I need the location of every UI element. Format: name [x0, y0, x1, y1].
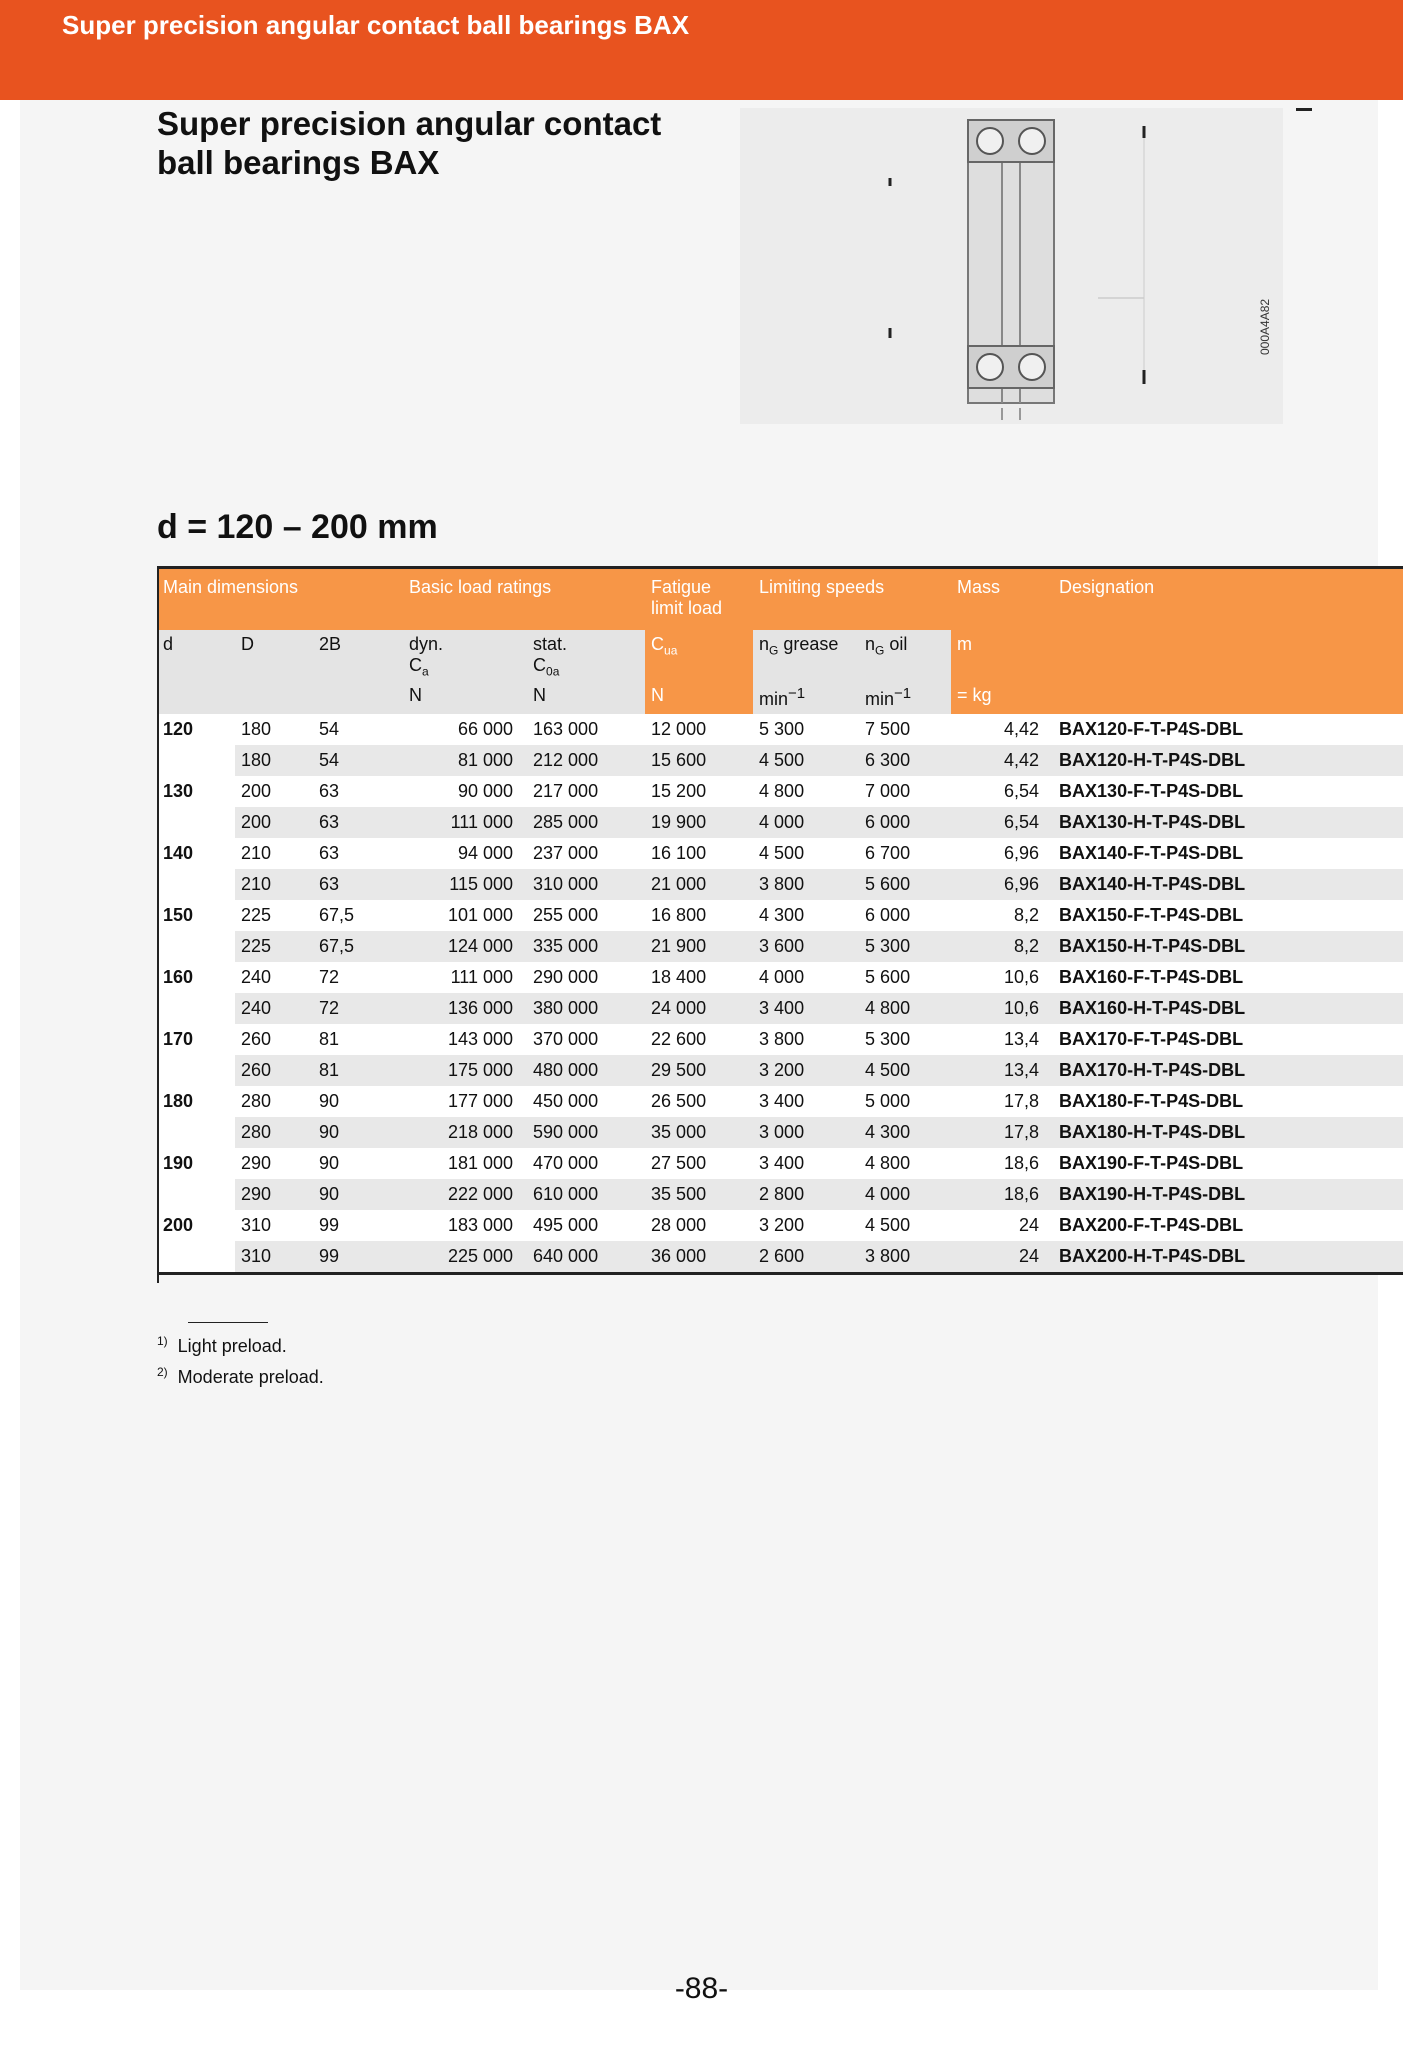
cell-b2: 54 [313, 745, 403, 776]
cell-oil: 5 300 [859, 1024, 951, 1055]
cell-grease: 4 300 [753, 900, 859, 931]
footnote-2-text: Moderate preload. [177, 1367, 324, 1387]
cell-ca: 111 000 [403, 807, 527, 838]
cell-d [157, 931, 235, 962]
footnote-1 [157, 1334, 287, 1357]
cell-des: BAX160-F-T-P4S-DBL [1053, 962, 1403, 993]
cell-des: BAX140-H-T-P4S-DBL [1053, 869, 1403, 900]
cell-d: 130 [157, 776, 235, 807]
table-row [157, 745, 1403, 776]
cell-m: 24 [951, 1241, 1053, 1274]
cell-oil: 4 300 [859, 1117, 951, 1148]
cell-grease: 3 800 [753, 869, 859, 900]
cell-ca: 175 000 [403, 1055, 527, 1086]
cell-ca: 81 000 [403, 745, 527, 776]
cell-b2: 99 [313, 1241, 403, 1274]
footnote-1-mark: 1) [157, 1334, 168, 1348]
cell-d [157, 1055, 235, 1086]
cell-b2: 72 [313, 993, 403, 1024]
cell-des: BAX150-H-T-P4S-DBL [1053, 931, 1403, 962]
banner-title: Super precision angular contact ball bearings BAX [62, 10, 690, 40]
cell-m: 13,4 [951, 1055, 1053, 1086]
unit-d [157, 683, 235, 714]
cell-m: 6,54 [951, 807, 1053, 838]
cell-b2: 72 [313, 962, 403, 993]
table-row [157, 1210, 1403, 1241]
cell-oil: 7 500 [859, 714, 951, 745]
col-ng-oil [859, 630, 951, 683]
unit-ca: N [403, 683, 527, 714]
unit-c0a: N [527, 683, 645, 714]
cell-c0a: 480 000 [527, 1055, 645, 1086]
cell-b2: 63 [313, 807, 403, 838]
group-limiting-speeds: Limiting speeds [753, 568, 951, 631]
col-2B: 2B [313, 630, 403, 683]
col-ng-oil-tail: oil [884, 634, 908, 654]
cell-oil: 6 300 [859, 745, 951, 776]
cell-d: 150 [157, 900, 235, 931]
cell-m: 8,2 [951, 900, 1053, 931]
cell-d: 190 [157, 1148, 235, 1179]
table-row [157, 714, 1403, 745]
cell-ca: 94 000 [403, 838, 527, 869]
cell-c0a: 310 000 [527, 869, 645, 900]
cell-c0a: 495 000 [527, 1210, 645, 1241]
cell-des: BAX140-F-T-P4S-DBL [1053, 838, 1403, 869]
cell-D: 210 [235, 869, 313, 900]
cell-D: 240 [235, 993, 313, 1024]
top-banner [0, 0, 1403, 100]
cell-ca: 101 000 [403, 900, 527, 931]
cell-D: 280 [235, 1117, 313, 1148]
cell-d: 120 [157, 714, 235, 745]
table-row [157, 838, 1403, 869]
col-ng-grease [753, 630, 859, 683]
cell-des: BAX160-H-T-P4S-DBL [1053, 993, 1403, 1024]
cell-oil: 3 800 [859, 1241, 951, 1274]
cell-des: BAX170-H-T-P4S-DBL [1053, 1055, 1403, 1086]
cell-m: 24 [951, 1210, 1053, 1241]
cell-ca: 177 000 [403, 1086, 527, 1117]
cell-ca: 124 000 [403, 931, 527, 962]
cell-cua: 28 000 [645, 1210, 753, 1241]
table-row [157, 1148, 1403, 1179]
cell-d [157, 745, 235, 776]
table-group-header [157, 568, 1403, 631]
cell-d [157, 993, 235, 1024]
cell-ca: 181 000 [403, 1148, 527, 1179]
cell-cua: 15 200 [645, 776, 753, 807]
cell-ca: 183 000 [403, 1210, 527, 1241]
cell-b2: 63 [313, 776, 403, 807]
footnote-2-mark: 2) [157, 1365, 168, 1379]
col-mass: m [951, 630, 1053, 683]
col-ca-symbol: C [409, 655, 423, 675]
cell-m: 6,54 [951, 776, 1053, 807]
bearing-table [157, 566, 1403, 1275]
cell-des: BAX150-F-T-P4S-DBL [1053, 900, 1403, 931]
cell-grease: 3 400 [753, 1148, 859, 1179]
cell-d: 160 [157, 962, 235, 993]
cell-oil: 6 000 [859, 807, 951, 838]
cell-c0a: 380 000 [527, 993, 645, 1024]
col-D: D [235, 630, 313, 683]
cell-des: BAX180-H-T-P4S-DBL [1053, 1117, 1403, 1148]
cell-grease: 4 000 [753, 807, 859, 838]
col-cua-symbol: C [651, 634, 665, 654]
cell-b2: 90 [313, 1148, 403, 1179]
cell-des: BAX180-F-T-P4S-DBL [1053, 1086, 1403, 1117]
cell-oil: 4 500 [859, 1210, 951, 1241]
group-mass: Mass [951, 568, 1053, 631]
cell-c0a: 237 000 [527, 838, 645, 869]
cell-b2: 90 [313, 1179, 403, 1210]
cell-m: 6,96 [951, 869, 1053, 900]
cell-d [157, 1179, 235, 1210]
cell-cua: 35 500 [645, 1179, 753, 1210]
bore-range-heading: d = 120 – 200 mm [157, 508, 438, 546]
cell-oil: 5 600 [859, 962, 951, 993]
unit-2B [313, 683, 403, 714]
cell-cua: 29 500 [645, 1055, 753, 1086]
cell-b2: 99 [313, 1210, 403, 1241]
table-left-border [157, 566, 159, 1283]
col-ca-sub: a [422, 664, 429, 679]
cell-cua: 12 000 [645, 714, 753, 745]
cell-oil: 6 000 [859, 900, 951, 931]
cell-m: 18,6 [951, 1179, 1053, 1210]
cell-oil: 7 000 [859, 776, 951, 807]
cell-m: 8,2 [951, 931, 1053, 962]
cell-grease: 4 800 [753, 776, 859, 807]
unit-mass: = kg [951, 683, 1053, 714]
cell-b2: 67,5 [313, 931, 403, 962]
cell-grease: 4 500 [753, 745, 859, 776]
unit-cua: N [645, 683, 753, 714]
cell-oil: 6 700 [859, 838, 951, 869]
cell-des: BAX120-H-T-P4S-DBL [1053, 745, 1403, 776]
table-row [157, 1086, 1403, 1117]
cell-D: 290 [235, 1179, 313, 1210]
cell-d: 180 [157, 1086, 235, 1117]
cell-c0a: 335 000 [527, 931, 645, 962]
table-row [157, 1179, 1403, 1210]
cell-cua: 16 800 [645, 900, 753, 931]
cell-m: 18,6 [951, 1148, 1053, 1179]
cell-D: 200 [235, 776, 313, 807]
cell-cua: 18 400 [645, 962, 753, 993]
table-row [157, 1241, 1403, 1274]
cell-c0a: 640 000 [527, 1241, 645, 1274]
cell-grease: 3 400 [753, 993, 859, 1024]
bearing-drawing [740, 108, 1283, 424]
cell-cua: 21 900 [645, 931, 753, 962]
col-ng-grease-tail: grease [778, 634, 839, 654]
cell-cua: 22 600 [645, 1024, 753, 1055]
table-row [157, 1117, 1403, 1148]
col-cua-sub: ua [664, 643, 678, 658]
cell-c0a: 590 000 [527, 1117, 645, 1148]
cell-cua: 26 500 [645, 1086, 753, 1117]
cell-oil: 4 500 [859, 1055, 951, 1086]
table-row [157, 993, 1403, 1024]
col-d: d [157, 630, 235, 683]
cell-grease: 3 000 [753, 1117, 859, 1148]
col-c0a-label: stat. [533, 634, 568, 654]
cell-ca: 115 000 [403, 869, 527, 900]
cell-D: 180 [235, 745, 313, 776]
col-cua [645, 630, 753, 683]
cell-m: 17,8 [951, 1086, 1053, 1117]
cell-cua: 27 500 [645, 1148, 753, 1179]
cell-d [157, 1241, 235, 1274]
cell-c0a: 285 000 [527, 807, 645, 838]
unit-designation [1053, 683, 1403, 714]
cell-cua: 19 900 [645, 807, 753, 838]
table-row [157, 900, 1403, 931]
cell-d: 170 [157, 1024, 235, 1055]
cell-grease: 5 300 [753, 714, 859, 745]
cell-b2: 67,5 [313, 900, 403, 931]
cell-d [157, 869, 235, 900]
table-row [157, 776, 1403, 807]
unit-grease [753, 683, 859, 714]
cell-c0a: 450 000 [527, 1086, 645, 1117]
group-main-dimensions: Main dimensions [157, 568, 403, 631]
cell-d [157, 807, 235, 838]
cell-c0a: 370 000 [527, 1024, 645, 1055]
cell-grease: 2 600 [753, 1241, 859, 1274]
col-ng-grease-symbol: n [759, 634, 770, 654]
cell-grease: 3 800 [753, 1024, 859, 1055]
cell-D: 310 [235, 1210, 313, 1241]
group-basic-load-ratings: Basic load ratings [403, 568, 645, 631]
cell-grease: 2 800 [753, 1179, 859, 1210]
table-body [157, 714, 1403, 1274]
cell-b2: 90 [313, 1117, 403, 1148]
cell-D: 240 [235, 962, 313, 993]
cell-D: 260 [235, 1024, 313, 1055]
col-c0a [527, 630, 645, 683]
cell-oil: 5 000 [859, 1086, 951, 1117]
group-fatigue-limit-load [645, 568, 753, 631]
cell-D: 200 [235, 807, 313, 838]
cell-m: 6,96 [951, 838, 1053, 869]
unit-oil-base: min [865, 689, 895, 709]
cell-b2: 63 [313, 869, 403, 900]
cell-D: 290 [235, 1148, 313, 1179]
unit-D [235, 683, 313, 714]
col-c0a-sub: 0a [546, 664, 560, 679]
cell-m: 13,4 [951, 1024, 1053, 1055]
cell-m: 10,6 [951, 993, 1053, 1024]
unit-oil [859, 683, 951, 714]
table-row [157, 962, 1403, 993]
cell-des: BAX200-H-T-P4S-DBL [1053, 1241, 1403, 1274]
cell-m: 10,6 [951, 962, 1053, 993]
cell-des: BAX190-H-T-P4S-DBL [1053, 1179, 1403, 1210]
cell-D: 280 [235, 1086, 313, 1117]
table-row [157, 869, 1403, 900]
cell-c0a: 290 000 [527, 962, 645, 993]
cell-D: 225 [235, 900, 313, 931]
cell-d: 140 [157, 838, 235, 869]
table-row [157, 1024, 1403, 1055]
col-ca [403, 630, 527, 683]
figure-code: 000A4A82 [1258, 298, 1272, 355]
cell-cua: 21 000 [645, 869, 753, 900]
col-ca-label: dyn. [409, 634, 444, 654]
cell-ca: 136 000 [403, 993, 527, 1024]
cell-m: 4,42 [951, 745, 1053, 776]
cell-c0a: 610 000 [527, 1179, 645, 1210]
cell-grease: 3 200 [753, 1055, 859, 1086]
page-title-line-2: ball bearings BAX [157, 144, 440, 181]
cell-d [157, 1117, 235, 1148]
table-row [157, 1055, 1403, 1086]
col-designation-blank [1053, 630, 1403, 683]
cell-c0a: 470 000 [527, 1148, 645, 1179]
cell-cua: 35 000 [645, 1117, 753, 1148]
group-fatigue-line-2: limit load [651, 598, 723, 618]
cell-ca: 66 000 [403, 714, 527, 745]
cell-oil: 4 000 [859, 1179, 951, 1210]
cell-d: 200 [157, 1210, 235, 1241]
cell-m: 4,42 [951, 714, 1053, 745]
cell-c0a: 163 000 [527, 714, 645, 745]
cell-c0a: 255 000 [527, 900, 645, 931]
cell-D: 180 [235, 714, 313, 745]
footnote-separator [188, 1322, 268, 1323]
cell-ca: 111 000 [403, 962, 527, 993]
cell-oil: 5 300 [859, 931, 951, 962]
col-ng-grease-sub: G [769, 643, 779, 658]
table-row [157, 807, 1403, 838]
cell-D: 260 [235, 1055, 313, 1086]
cell-b2: 90 [313, 1086, 403, 1117]
cell-des: BAX170-F-T-P4S-DBL [1053, 1024, 1403, 1055]
unit-oil-exp: −1 [894, 685, 912, 702]
cell-cua: 16 100 [645, 838, 753, 869]
cell-des: BAX200-F-T-P4S-DBL [1053, 1210, 1403, 1241]
cell-cua: 36 000 [645, 1241, 753, 1274]
cell-ca: 143 000 [403, 1024, 527, 1055]
table-row [157, 931, 1403, 962]
cell-des: BAX120-F-T-P4S-DBL [1053, 714, 1403, 745]
footnote-1-text: Light preload. [177, 1336, 287, 1356]
footnote-2 [157, 1365, 324, 1388]
page-title [157, 104, 717, 182]
table-unit-header [157, 683, 1403, 714]
cell-b2: 81 [313, 1055, 403, 1086]
unit-grease-base: min [759, 689, 789, 709]
page-number: -88- [674, 1972, 729, 2005]
cell-ca: 225 000 [403, 1241, 527, 1274]
group-fatigue-line-1: Fatigue [651, 577, 712, 597]
col-ng-oil-symbol: n [865, 634, 876, 654]
cell-b2: 54 [313, 714, 403, 745]
cell-grease: 3 200 [753, 1210, 859, 1241]
cell-des: BAX130-H-T-P4S-DBL [1053, 807, 1403, 838]
cell-grease: 3 600 [753, 931, 859, 962]
cell-ca: 218 000 [403, 1117, 527, 1148]
cell-grease: 4 500 [753, 838, 859, 869]
cell-grease: 3 400 [753, 1086, 859, 1117]
table-symbol-header [157, 630, 1403, 683]
cell-D: 225 [235, 931, 313, 962]
cell-D: 210 [235, 838, 313, 869]
page-title-line-1: Super precision angular contact [157, 105, 662, 142]
cell-D: 310 [235, 1241, 313, 1274]
bearing-table-wrapper [157, 566, 1403, 1275]
group-designation: Designation [1053, 568, 1403, 631]
cell-oil: 4 800 [859, 1148, 951, 1179]
col-ng-oil-sub: G [875, 643, 885, 658]
cell-des: BAX130-F-T-P4S-DBL [1053, 776, 1403, 807]
cell-ca: 222 000 [403, 1179, 527, 1210]
cell-oil: 4 800 [859, 993, 951, 1024]
cell-m: 17,8 [951, 1117, 1053, 1148]
cell-cua: 24 000 [645, 993, 753, 1024]
cell-c0a: 217 000 [527, 776, 645, 807]
cell-b2: 63 [313, 838, 403, 869]
cell-b2: 81 [313, 1024, 403, 1055]
col-c0a-symbol: C [533, 655, 547, 675]
cell-grease: 4 000 [753, 962, 859, 993]
cell-ca: 90 000 [403, 776, 527, 807]
cell-cua: 15 600 [645, 745, 753, 776]
cell-des: BAX190-F-T-P4S-DBL [1053, 1148, 1403, 1179]
corner-mark [1296, 108, 1312, 111]
cell-oil: 5 600 [859, 869, 951, 900]
unit-grease-exp: −1 [788, 685, 806, 702]
bearing-cross-section-icon [740, 108, 1283, 424]
cell-c0a: 212 000 [527, 745, 645, 776]
